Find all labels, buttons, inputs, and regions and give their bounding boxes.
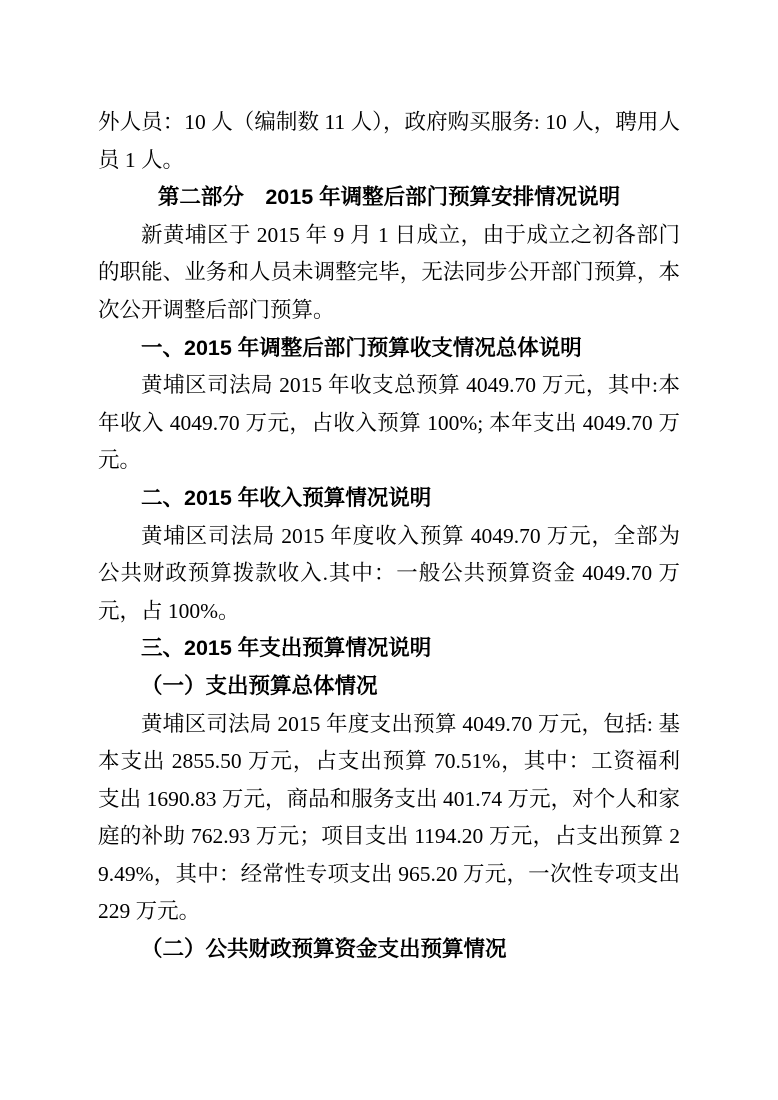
paragraph-income-budget: 黄埔区司法局 2015 年度收入预算 4049.70 万元，全部为公共财政预算拨款收入.其中：一般公共预算资金 4049.70 万元，占 100%。 bbox=[98, 523, 680, 623]
section-heading-1-overall-budget: 一、2015 年调整后部门预算收支情况总体说明 bbox=[141, 335, 582, 360]
subsection-heading-2-public-finance-expenditure: （二）公共财政预算资金支出预算情况 bbox=[141, 937, 507, 962]
part-two-title: 第二部分 2015 年调整后部门预算安排情况说明 bbox=[157, 185, 621, 210]
section-heading-3-expenditure-budget: 三、2015 年支出预算情况说明 bbox=[141, 636, 432, 661]
paragraph-district-established: 新黄埔区于 2015 年 9 月 1 日成立，由于成立之初各部门的职能、业务和人员未调整完毕，无法同步公开部门预算，本次公开调整后部门预算。 bbox=[98, 222, 680, 322]
paragraph-expenditure-detail: 黄埔区司法局 2015 年度支出预算 4049.70 万元，包括: 基本支出 2855.50 万元，占支出预算 70.51%，其中：工资福利支出 1690.83 万元，商品和服务支出 401.74 万元，对个人和家庭的补助 762.93 万元；项目支出 1194.20 万元，占支出预算 29.49%，其中：经常性专项支出 965.20 万元，一次性专项支出 229 万元。 bbox=[98, 711, 680, 924]
subsection-heading-1-expenditure-overview: （一）支出预算总体情况 bbox=[141, 673, 378, 698]
document-body bbox=[98, 104, 680, 969]
section-heading-2-income-budget: 二、2015 年收入预算情况说明 bbox=[141, 485, 432, 510]
paragraph-staff-continuation: 外人员：10 人（编制数 11 人），政府购买服务: 10 人，聘用人员 1 人。 bbox=[98, 110, 680, 172]
paragraph-overall-budget: 黄埔区司法局 2015 年收支总预算 4049.70 万元，其中:本年收入 4049.70 万元，占收入预算 100%; 本年支出 4049.70 万元。 bbox=[98, 373, 680, 473]
